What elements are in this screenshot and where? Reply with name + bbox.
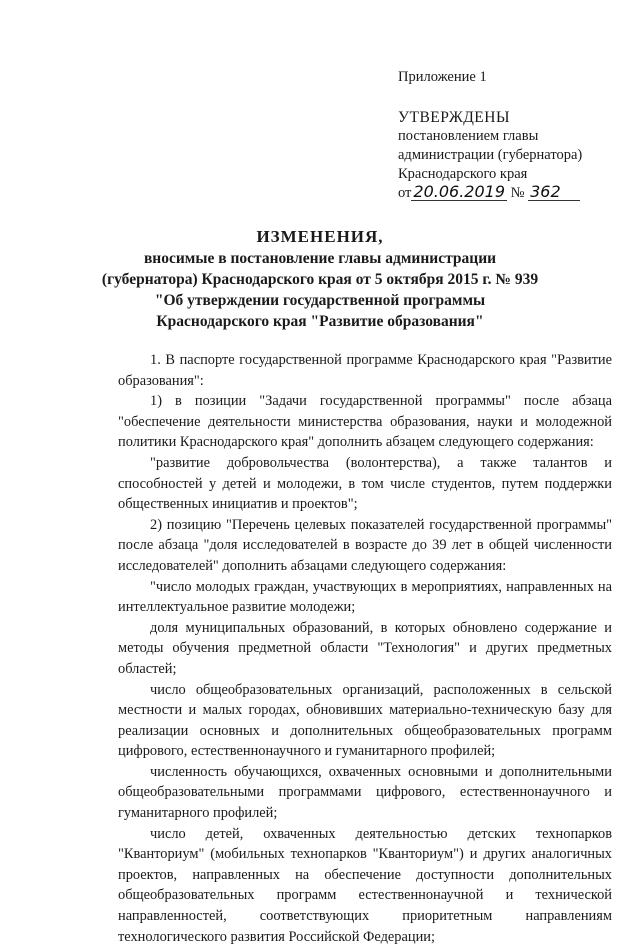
handwritten-date: 20.06.2019 [413, 182, 506, 201]
approval-line-1: постановлением главы [398, 128, 539, 144]
document-title [60, 226, 580, 332]
paragraph: число детей, охваченных деятельностью детских технопарков "Кванториум" (мобильных технопарков "Кванториум") и других аналогичных проектов, направленных на обеспечение доступности дополнительных общеобразовательных программ естественнонаучной и технической направленностей, соответствующих приоритетным направлениям технологического развития Российской Федерации; [118, 825, 612, 945]
appendix-label: Приложение 1 [398, 69, 487, 85]
title-line-3: "Об утверждении государственной программы [154, 292, 486, 309]
title-line-2: (губернатора) Краснодарского края от 5 октября 2015 г. № 939 [101, 271, 539, 288]
paragraph: 1. В паспорте государственной программе Краснодарского края "Развитие образования": [118, 352, 612, 389]
title-line-1: вносимые в постановление главы администрации [143, 250, 497, 267]
document-body [118, 350, 612, 947]
paragraph: доля муниципальных образований, в которых обновлено содержание и методы обучения предметной области "Технология" и других предметных областей; [118, 619, 612, 677]
approval-line-2: администрации (губернатора) [398, 147, 583, 163]
approval-date-line [398, 184, 582, 203]
approval-stamp [398, 68, 582, 203]
number-sign: № [510, 185, 525, 201]
paragraph: 1) в позиции "Задачи государственной программы" после абзаца "обеспечение деятельности министерства образования, науки и молодежной политики Краснодарского края" дополнить абзацем следующего содержания: [118, 393, 612, 451]
approved-label: УТВЕРЖДЕНЫ [398, 109, 510, 126]
title-main: ИЗМЕНЕНИЯ, [256, 227, 384, 246]
approval-line-3: Краснодарского края [398, 166, 528, 182]
paragraph: число общеобразовательных организаций, расположенных в сельской местности и малых городах, обновивших материально-техническую базу для реализации основных и дополнительных общеобразовательных программ цифрового, естественнонаучного и гуманитарного профилей; [118, 681, 612, 760]
title-line-4: Краснодарского края "Развитие образования" [156, 313, 484, 330]
paragraph: 2) позицию "Перечень целевых показателей государственной программы" после абзаца "доля исследователей в возрасте до 39 лет в общей численности исследователей" дополнить абзацами следующего содержания: [118, 516, 612, 574]
paragraph: "число молодых граждан, участвующих в мероприятиях, направленных на интеллектуальное развитие молодежи; [118, 578, 612, 616]
paragraph: "развитие добровольчества (волонтерства), а также талантов и способностей у детей и молодежи, в том числе студентов, путем поддержки общественных инициатив и проектов"; [118, 454, 612, 513]
paragraph: численность обучающихся, охваченных основными и дополнительными общеобразовательными программами цифрового, естественнонаучного и гуманитарного профилей; [118, 763, 612, 822]
from-label: от [398, 185, 412, 201]
handwritten-number: 362 [528, 184, 580, 201]
